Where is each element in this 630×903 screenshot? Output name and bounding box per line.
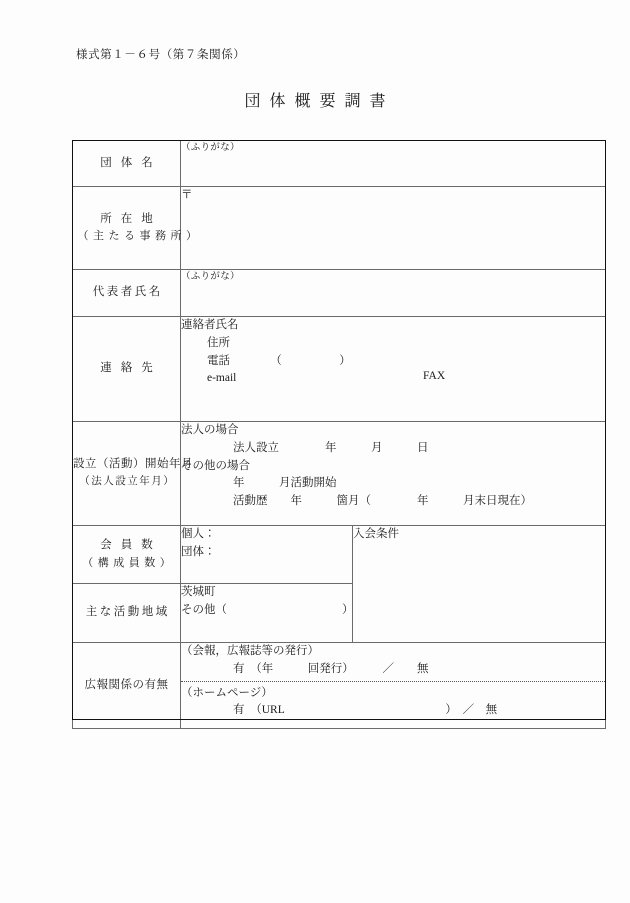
row-sublabel-text: （構成員数） — [82, 556, 176, 569]
row-label-text: 連絡先 — [100, 362, 162, 375]
area-other-option[interactable]: その他（ ） — [181, 603, 354, 616]
row-label-address — [73, 187, 202, 270]
contact-email-label: e-mail — [207, 372, 237, 385]
row-value-organization-name[interactable] — [181, 141, 606, 187]
table-row — [73, 187, 606, 270]
row-label-text: 設立（活動）開始年月 — [73, 458, 193, 471]
organization-profile-table — [72, 140, 606, 729]
table-row — [73, 526, 606, 584]
row-label-member-count — [73, 526, 181, 584]
row-label-text: 広報関係の有無 — [84, 678, 169, 691]
newsletter-option-line[interactable]: 有 （年 回発行） ／ 無 — [233, 662, 429, 675]
area-ibarakimachi-option[interactable]: 茨城町 — [181, 586, 216, 598]
row-label-representative-name — [73, 270, 181, 317]
row-label-establishment-date — [73, 422, 193, 526]
furigana-hint: （ふりがな） — [181, 272, 240, 282]
contact-fax-label: FAX — [423, 370, 446, 382]
homepage-option-line[interactable]: 有 （URL ） ／ 無 — [233, 704, 498, 717]
row-sublabel-text: （主たる事務所） — [77, 230, 202, 243]
row-value-contact[interactable] — [181, 317, 606, 422]
table-row — [73, 270, 606, 317]
activity-history-line: 活動歴 年 箇月（ 年 月末日現在） — [233, 495, 532, 508]
row-label-text: 団体名 — [100, 156, 162, 169]
row-value-establishment-date[interactable] — [181, 422, 606, 526]
row-label-public-relations — [73, 643, 181, 729]
newsletter-heading: （会報，広報誌等の発行） — [181, 645, 319, 657]
row-label-main-activity-area — [73, 584, 181, 643]
postal-mark: 〒 — [181, 189, 193, 201]
group-members-label: 団体： — [181, 545, 216, 558]
section-divider — [181, 681, 605, 682]
membership-conditions-label: 入会条件 — [353, 528, 399, 540]
other-case-heading: その他の場合 — [181, 459, 250, 472]
form-number: 様式第１－６号（第７条関係） — [76, 49, 246, 61]
row-value-representative-name[interactable] — [181, 270, 606, 317]
row-label-text: 代表者氏名 — [92, 286, 163, 299]
page-title: 団体概要調書 — [244, 93, 395, 110]
table-row — [73, 317, 606, 422]
contact-address-label: 住所 — [207, 336, 230, 349]
row-label-organization-name — [73, 141, 181, 187]
row-value-member-count[interactable] — [181, 526, 353, 584]
contact-phone-label: 電話 （ ） — [207, 354, 351, 367]
row-label-text: 主な活動地域 — [85, 606, 170, 619]
table-row — [73, 422, 606, 526]
row-value-main-activity-area[interactable] — [181, 584, 353, 643]
table-row — [73, 643, 606, 729]
row-label-text: 会員数 — [100, 539, 162, 552]
row-value-public-relations[interactable] — [181, 643, 606, 729]
row-label-text: 所在地 — [100, 212, 162, 225]
membership-conditions-cell[interactable] — [353, 526, 606, 643]
corporate-case-heading: 法人の場合 — [181, 424, 239, 436]
corporate-establishment-line: 法人設立 年 月 日 — [233, 441, 429, 454]
individual-members-label: 個人： — [181, 528, 216, 540]
homepage-heading: （ホームページ） — [181, 686, 273, 699]
activity-start-line: 年 月活動開始 — [233, 477, 337, 490]
furigana-hint: （ふりがな） — [181, 143, 240, 153]
table-row — [73, 141, 606, 187]
row-sublabel-text: （法人設立年月） — [79, 476, 176, 488]
row-value-address[interactable] — [181, 187, 606, 270]
row-label-contact — [73, 317, 181, 422]
contact-person-name-label: 連絡者氏名 — [181, 319, 239, 331]
